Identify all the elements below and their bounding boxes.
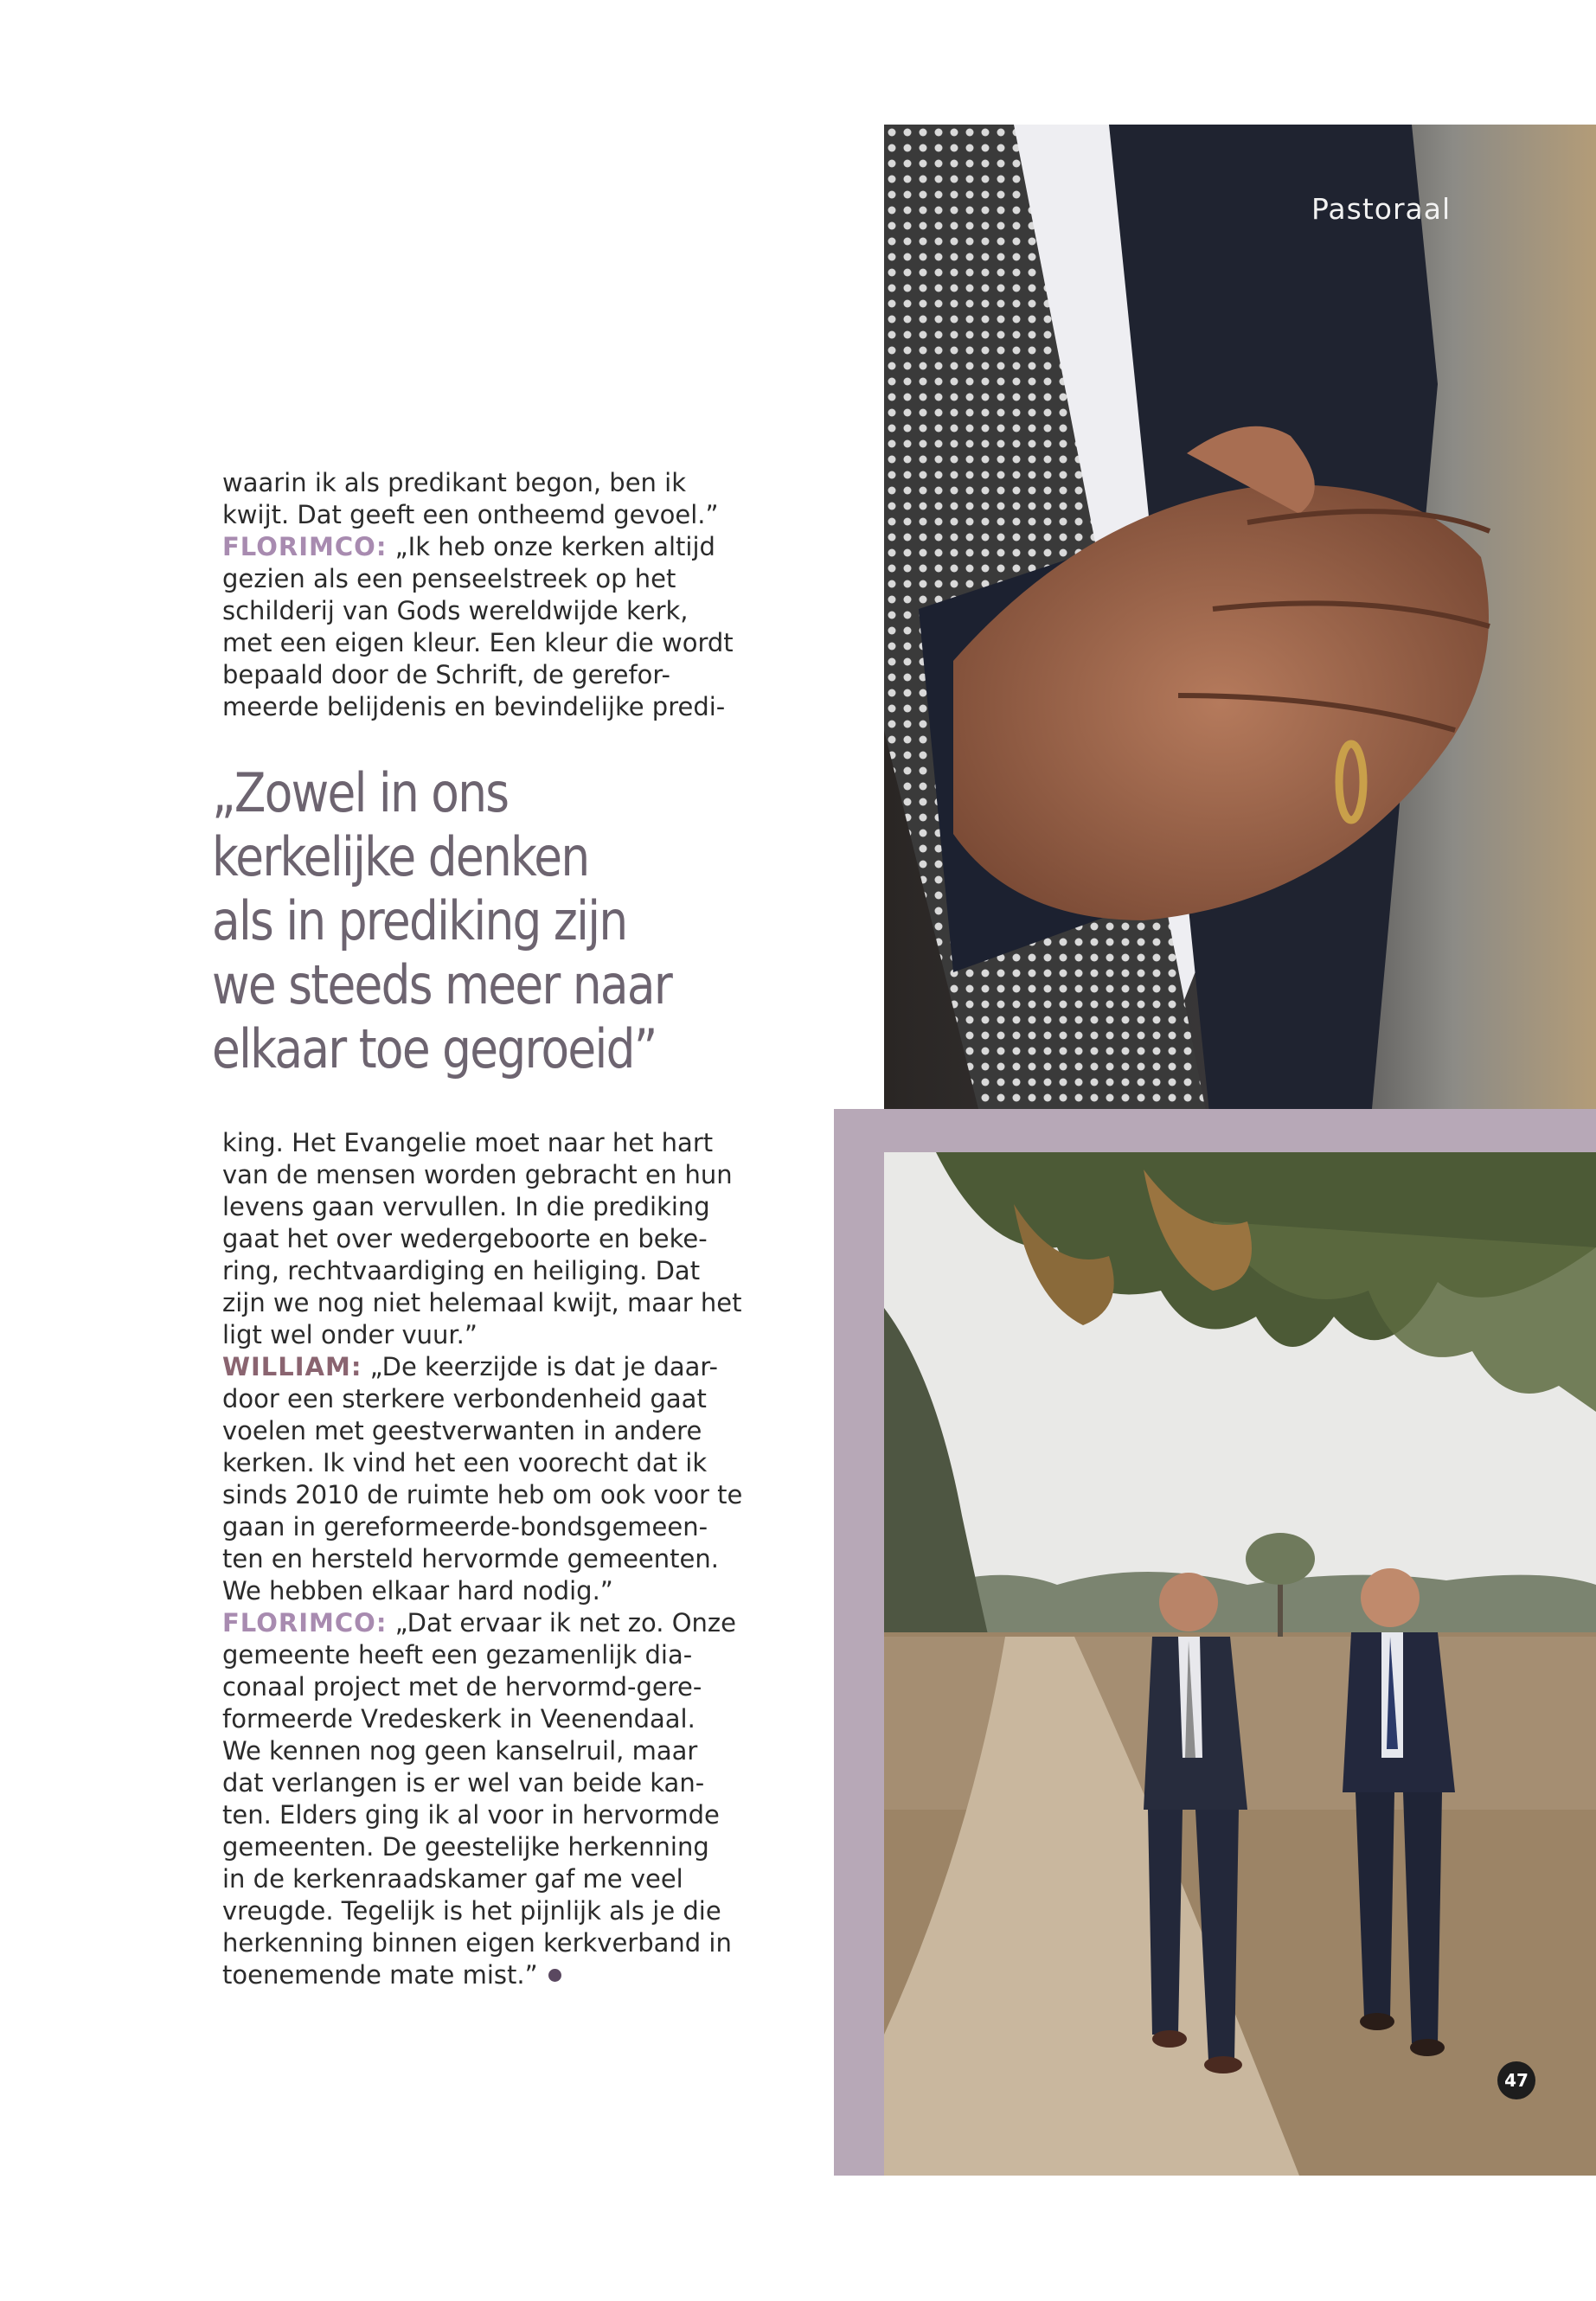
line-text: kwijt. Dat geeft een ontheemd gevoel.” (222, 500, 719, 529)
line-text: bepaald door de Schrift, de gerefor- (222, 660, 670, 689)
line-text: meerde belijdenis en bevindelijke predi- (222, 692, 726, 721)
line-text: kerken. Ik vind het een voorecht dat ik (222, 1448, 708, 1477)
text-line (222, 499, 733, 531)
text-line (222, 1351, 733, 1383)
clasped-hands-image (884, 125, 1596, 1147)
line-text: schilderij van Gods wereldwijde kerk, (222, 596, 689, 625)
text-line (222, 1479, 743, 1511)
text-line (222, 1191, 733, 1223)
line-text: dat verlangen is er wel van beide kan- (222, 1768, 705, 1798)
text-line (222, 659, 733, 691)
text-line (222, 563, 733, 595)
article-end-mark (548, 1969, 561, 1982)
line-text: gaat het over wedergeboorte en beke- (222, 1224, 708, 1253)
text-line (222, 1287, 742, 1319)
text-line (222, 1959, 733, 1991)
text-line (222, 1415, 733, 1447)
speaker-name: FLORIMCO: (222, 532, 388, 561)
pull-quote-line: we steeds meer naar (212, 953, 672, 1016)
text-line (222, 1255, 733, 1287)
line-text: sinds 2010 de ruimte heb om ook voor te (222, 1480, 743, 1509)
text-line (222, 467, 733, 499)
line-text: gezien als een penseelstreek op het (222, 564, 676, 593)
text-line (222, 1671, 733, 1703)
text-line (222, 1639, 733, 1671)
line-text: conaal project met de hervormd-gere- (222, 1672, 702, 1702)
line-text: We hebben elkaar hard nodig.” (222, 1576, 613, 1606)
text-line (222, 1831, 733, 1863)
text-line (222, 1735, 733, 1767)
line-text: levens gaan vervullen. In die prediking (222, 1192, 710, 1221)
line-text: gemeenten. De geestelijke herkenning (222, 1832, 709, 1862)
photo-two-men-walking (884, 1152, 1596, 2176)
line-text: king. Het Evangelie moet naar het hart (222, 1128, 714, 1157)
speaker-name: WILLIAM: (222, 1352, 362, 1381)
two-men-walking-image (884, 1152, 1596, 2176)
text-line (222, 1543, 733, 1575)
line-text: door een sterkere verbondenheid gaat (222, 1384, 707, 1413)
text-line (222, 1895, 733, 1927)
text-line (222, 627, 733, 659)
article-text-top (222, 467, 733, 723)
pull-quote-line: elkaar toe gegroeid” (212, 1017, 657, 1080)
line-text: „De keerzijde is dat je daar- (362, 1352, 718, 1381)
section-label: Pastoraal (1311, 192, 1452, 226)
text-line (222, 1159, 733, 1191)
line-text: met een eigen kleur. Een kleur die wordt (222, 628, 734, 657)
line-text: van de mensen worden gebracht en hun (222, 1160, 733, 1189)
line-text: toenemende mate mist.” (222, 1960, 538, 1990)
line-text: ligt wel onder vuur.” (222, 1320, 478, 1349)
text-line (222, 1383, 733, 1415)
text-line (222, 1511, 733, 1543)
line-text: in de kerkenraadskamer gaf me veel (222, 1864, 683, 1894)
text-line (222, 1863, 733, 1895)
text-line (222, 691, 733, 723)
line-text: zijn we nog niet helemaal kwijt, maar het (222, 1288, 742, 1317)
text-line (222, 1703, 733, 1735)
text-line (222, 531, 733, 563)
text-line (222, 1575, 733, 1607)
line-text: formeerde Vredeskerk in Veenendaal. (222, 1704, 695, 1734)
line-text: vreugde. Tegelijk is het pijnlijk als je die (222, 1896, 721, 1926)
text-line (222, 1447, 733, 1479)
text-line (222, 1927, 733, 1959)
line-text: ring, rechtvaardiging en heiliging. Dat (222, 1256, 701, 1285)
text-line (222, 1799, 733, 1831)
pull-quote-line: als in prediking zijn (212, 889, 627, 952)
pull-quote-line: kerkelijke denken (212, 825, 589, 888)
text-line (222, 1319, 733, 1351)
line-text: gemeente heeft een gezamenlijk dia- (222, 1640, 693, 1670)
line-text: ten en hersteld hervormde gemeenten. (222, 1544, 719, 1574)
pull-quote (212, 761, 672, 1081)
page-number: 47 (1497, 2061, 1535, 2099)
line-text: We kennen nog geen kanselruil, maar (222, 1736, 698, 1766)
line-text: „Ik heb onze kerken altijd (387, 532, 715, 561)
pull-quote-line: „Zowel in ons (212, 761, 509, 824)
line-text: „Dat ervaar ik net zo. Onze (387, 1608, 736, 1638)
text-line (222, 595, 733, 627)
line-text: ten. Elders ging ik al voor in hervormde (222, 1800, 720, 1830)
article-text-bottom (222, 1127, 743, 1991)
photo-clasped-hands (884, 125, 1596, 1147)
text-line (222, 1223, 733, 1255)
text-line (222, 1127, 733, 1159)
speaker-name: FLORIMCO: (222, 1608, 388, 1638)
line-text: voelen met geestverwanten in andere (222, 1416, 702, 1445)
text-line (222, 1607, 736, 1639)
line-text: waarin ik als predikant begon, ben ik (222, 468, 687, 497)
text-line (222, 1767, 733, 1799)
line-text: herkenning binnen eigen kerkverband in (222, 1928, 732, 1958)
line-text: gaan in gereformeerde-bondsgemeen- (222, 1512, 708, 1541)
